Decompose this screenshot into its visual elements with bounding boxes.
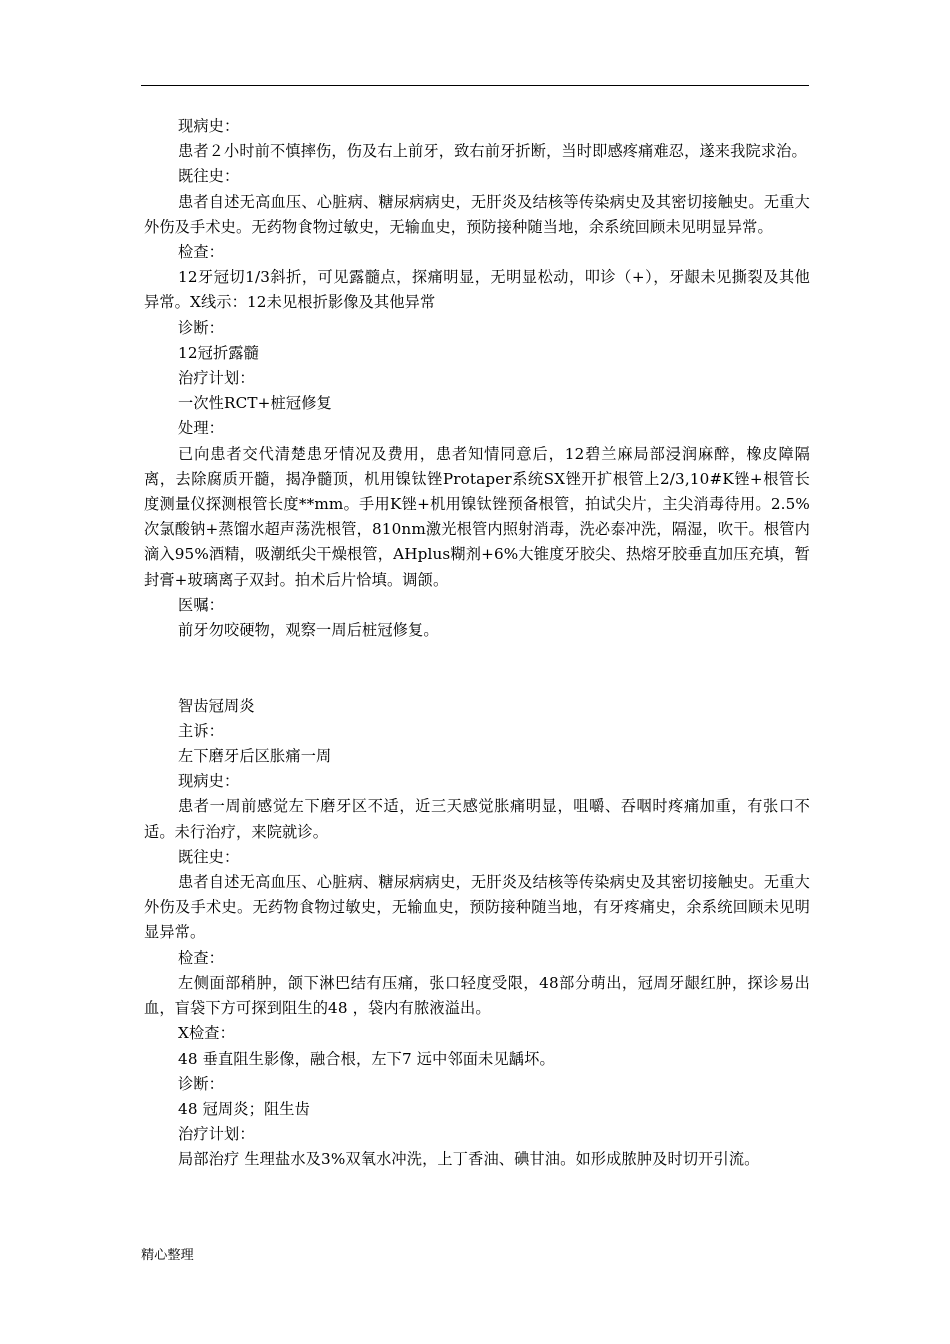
case2-past-history-label: 既往史： — [178, 847, 240, 866]
case2-past-history: 患者自述无高血压、心脏病、糖尿病病史，无肝炎及结核等传染病史及其密切接触史。无重大外伤及手术史。无药物食物过敏史，无输血史，预防接种随当地，有牙疼痛史，余系统回顾未见明显异常。 — [144, 873, 810, 942]
case1-present-history-label: 现病史： — [178, 117, 240, 135]
case2-present-history-label: 现病史： — [178, 772, 240, 791]
case1-exam-label: 检查： — [178, 243, 225, 262]
case1-advice: 前牙勿咬硬物，观察一周后桩冠修复。 — [178, 621, 439, 640]
case1-plan: 一次性RCT+桩冠修复 — [178, 394, 332, 413]
case1-past-history: 患者自述无高血压、心脏病、糖尿病病史，无肝炎及结核等传染病史及其密切接触史。无重大外伤及手术史。无药物食物过敏史，无输血史，预防接种随当地，余系统回顾未见明显异常。 — [144, 192, 810, 236]
case2-title: 智齿冠周炎 — [178, 696, 255, 715]
case2-plan-label: 治疗计划： — [178, 1125, 255, 1144]
case2-diagnosis: 48 冠周炎；阻生齿 — [178, 1099, 310, 1118]
case2-diagnosis-label: 诊断： — [178, 1074, 225, 1093]
case2-complaint: 左下磨牙后区胀痛一周 — [178, 747, 332, 766]
case2-exam-label: 检查： — [178, 948, 225, 967]
case1-exam: 12牙冠切1/3斜折，可见露髓点，探痛明显，无明显松动，叩诊（+），牙龈未见撕裂及其他异常。X线示：12未见根折影像及其他异常 — [144, 268, 810, 312]
case1-advice-label: 医嘱： — [178, 595, 225, 614]
case1-plan-label: 治疗计划： — [178, 369, 255, 388]
page-footer: 精心整理 — [141, 1248, 194, 1263]
case2-plan: 局部治疗 生理盐水及3%双氧水冲洗，上丁香油、碘甘油。如形成脓肿及时切开引流。 — [178, 1150, 760, 1169]
case1-present-history: 患者２小时前不慎摔伤，伤及右上前牙，致右前牙折断，当时即感疼痛难忍，遂来我院求治。 — [178, 142, 807, 161]
case2-xray: 48 垂直阻生影像，融合根，左下7 远中邻面未见龋坏。 — [178, 1049, 555, 1068]
case1-treatment-label: 处理： — [178, 419, 225, 438]
case2-complaint-label: 主诉： — [178, 721, 225, 740]
case1-diagnosis-label: 诊断： — [178, 318, 225, 337]
section-gap — [144, 643, 810, 693]
case2-xray-label: X检查： — [178, 1024, 235, 1043]
case1-treatment: 已向患者交代清楚患牙情况及费用，患者知情同意后，12碧兰麻局部浸润麻醉，橡皮障隔离，去除腐质开髓，揭净髓顶，机用镍钛锉Protaper系统SX锉开扩根管上2/3,10#K锉+根管长度测量仪探测根管长度**mm。手用K锉+机用镍钛锉预备根管，拍试尖片，主尖消毒待用。2.5%次氯酸钠+蒸馏水超声荡洗根管，810nm激光根管内照射消毒，洗必泰冲洗，隔湿，吹干。根管内滴入95%酒精，吸潮纸尖干燥根管，AHplus糊剂+6%大锥度牙胶尖、热熔牙胶垂直加压充填，暂封膏+玻璃离子双封。拍术后片恰填。调颌。 — [144, 444, 810, 589]
case1-past-history-label: 既往史： — [178, 167, 240, 186]
case1-diagnosis: 12冠折露髓 — [178, 343, 259, 362]
header-rule — [141, 85, 809, 86]
case2-exam: 左侧面部稍肿，颌下淋巴结有压痛，张口轻度受限，48部分萌出，冠周牙龈红肿，探诊易出血，盲袋下方可探到阻生的48 ，袋内有脓液溢出。 — [144, 973, 810, 1018]
document-body — [144, 114, 810, 1173]
case2-present-history: 患者一周前感觉左下磨牙区不适，近三天感觉胀痛明显，咀嚼、吞咽时疼痛加重，有张口不适。未行治疗，来院就诊。 — [144, 797, 810, 841]
